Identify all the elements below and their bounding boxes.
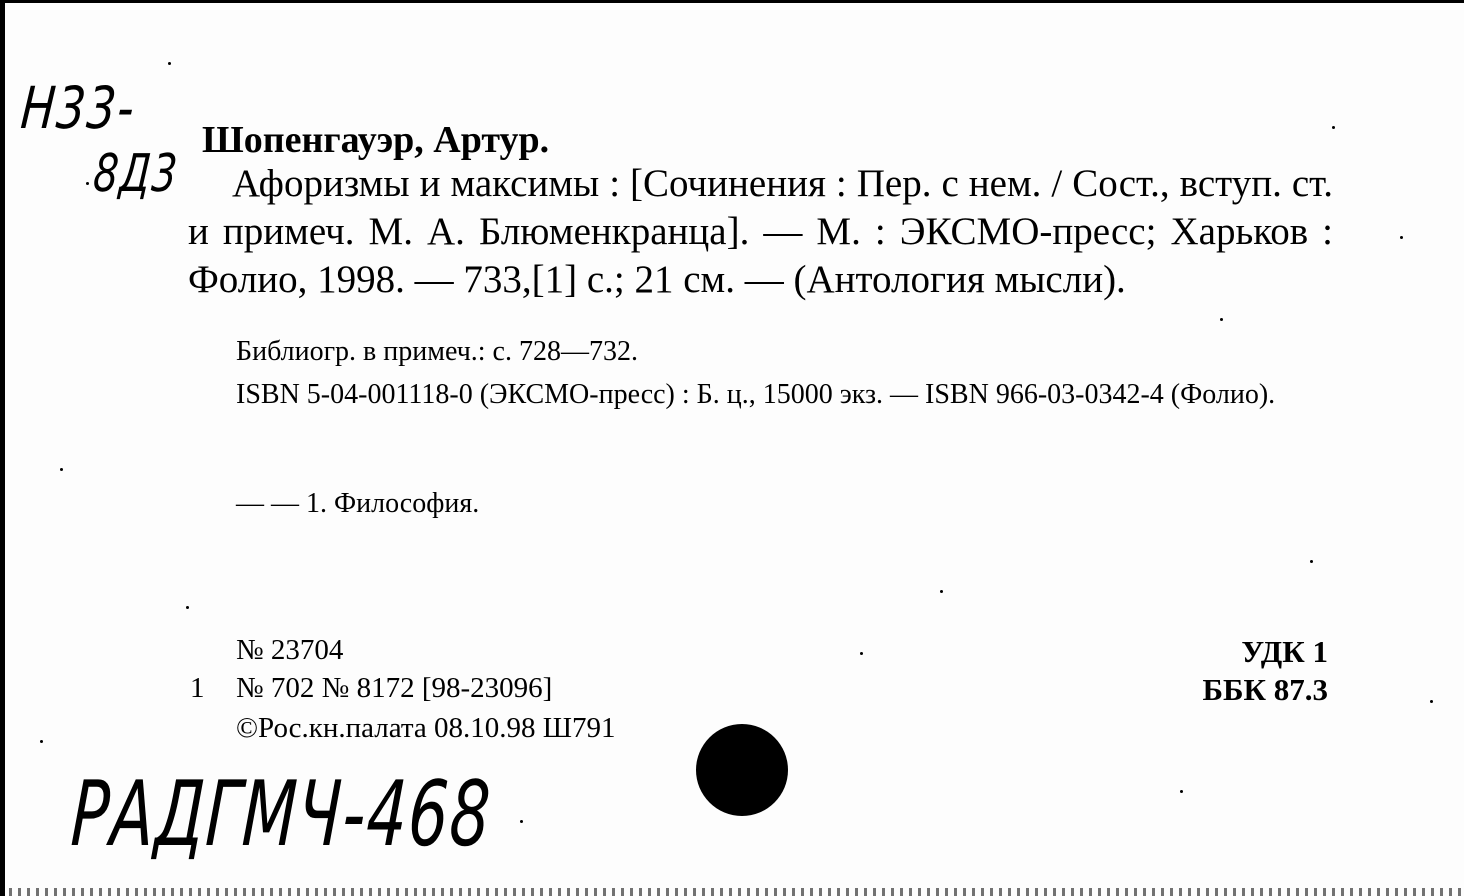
scan-speck <box>60 468 63 471</box>
scan-speck <box>940 590 943 593</box>
card-left-edge <box>0 0 5 896</box>
scan-speck <box>1332 126 1335 129</box>
scan-speck <box>1180 790 1183 793</box>
handwritten-call-number-line1: Н33- <box>18 74 139 142</box>
handwritten-registration-mark: РАДГМЧ-468 <box>68 762 494 867</box>
scan-speck <box>1430 700 1433 703</box>
scan-speck <box>860 652 863 655</box>
punch-hole <box>696 724 788 816</box>
udc-code: УДК 1 <box>1241 634 1328 669</box>
bibliographic-description: Афоризмы и максимы : [Сочинения : Пер. с нем. / Сост., вступ. ст. и примеч. М. А. Блюменкранца]. — М. : ЭКСМО-пресс; Харьков : Фолио, 1998. — 733,[1] с.; 21 см. — (Антология мысли). <box>188 162 1333 301</box>
bbk-code: ББК 87.3 <box>1202 672 1328 707</box>
book-chamber-line: ©Рос.кн.палата 08.10.98 Ш791 <box>236 712 616 744</box>
author-heading: Шопенгауэр, Артур. <box>202 119 550 161</box>
scan-speck <box>1310 560 1313 563</box>
order-numbers: № 702 № 8172 [98-23096] <box>236 672 553 704</box>
scan-speck <box>168 62 171 65</box>
card-index-digit: 1 <box>190 672 205 704</box>
bibliography-note: Библиогр. в примеч.: с. 728—732. <box>236 336 638 367</box>
scan-speck <box>1220 318 1223 321</box>
scan-speck <box>40 740 43 743</box>
scan-speck <box>186 606 189 609</box>
card-top-edge <box>0 0 1464 3</box>
scan-speck <box>86 182 89 185</box>
subject-heading: — — 1. Философия. <box>236 488 480 519</box>
scan-speck <box>520 820 523 823</box>
handwritten-call-number-line2: 8Д3 <box>91 144 181 204</box>
card-bottom-edge <box>0 888 1464 896</box>
scan-speck <box>1400 236 1403 239</box>
card-number: № 23704 <box>236 634 344 666</box>
isbn-line: ISBN 5-04-001118-0 (ЭКСМО-пресс) : Б. ц., 15000 экз. — ISBN 966-03-0342-4 (Фолио). <box>236 379 1276 410</box>
